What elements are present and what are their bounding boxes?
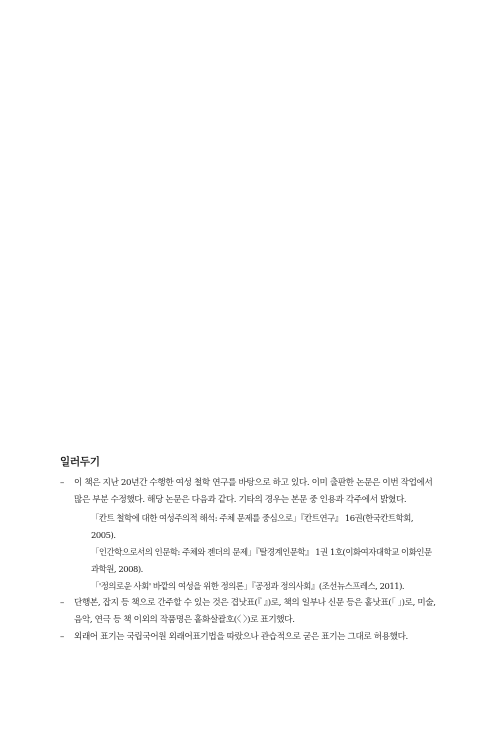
note-dash-marker: –	[60, 598, 64, 608]
editorial-notes	[60, 454, 438, 646]
source-reference: 「'정의로운 사회' 바깥의 여성을 위한 정의론」『공정과 정의사회』(조선뉴스프레스, 2011).	[91, 581, 405, 591]
note-text: 이 책은 지난 20년간 수행한 여성 철학 연구를 바탕으로 하고 있다. 이미 출판한 논문은 이번 작업에서 많은 부분 수정했다. 해당 논문은 다음과 같다. 기타의 경우는 본문 중 인용과 각주에서 밝혔다.	[74, 478, 433, 505]
note-text: 외래어 표기는 국립국어원 외래어표기법을 따랐으나 관습적으로 굳은 표기는 그대로 허용했다.	[74, 632, 408, 642]
source-reference: 「칸트 철학에 대한 여성주의적 해석: 주체 문제를 중심으로」『칸트연구』 16권(한국칸트학회, 2005).	[91, 513, 414, 540]
note-dash-marker: –	[60, 632, 64, 642]
note-dash-marker: –	[60, 478, 64, 488]
notes-title: 일러두기	[60, 456, 100, 468]
note-item	[60, 475, 438, 595]
source-reference-list	[74, 510, 438, 595]
note-text: 단행본, 잡지 등 책으로 간주할 수 있는 것은 겹낫표(『 』)로, 책의 일부나 신문 등은 홑낫표(「 」)로, 미술, 음악, 연극 등 책 이외의 작품명은 홑화살괄호(〈 〉)로 표기했다.	[74, 598, 436, 625]
source-reference: 「인간학으로서의 인문학: 주체와 젠더의 문제」『탈경계인문학』 1권 1호(이화여자대학교 이화인문과학원, 2008).	[91, 547, 432, 574]
note-item	[60, 595, 438, 629]
note-item	[60, 629, 438, 646]
